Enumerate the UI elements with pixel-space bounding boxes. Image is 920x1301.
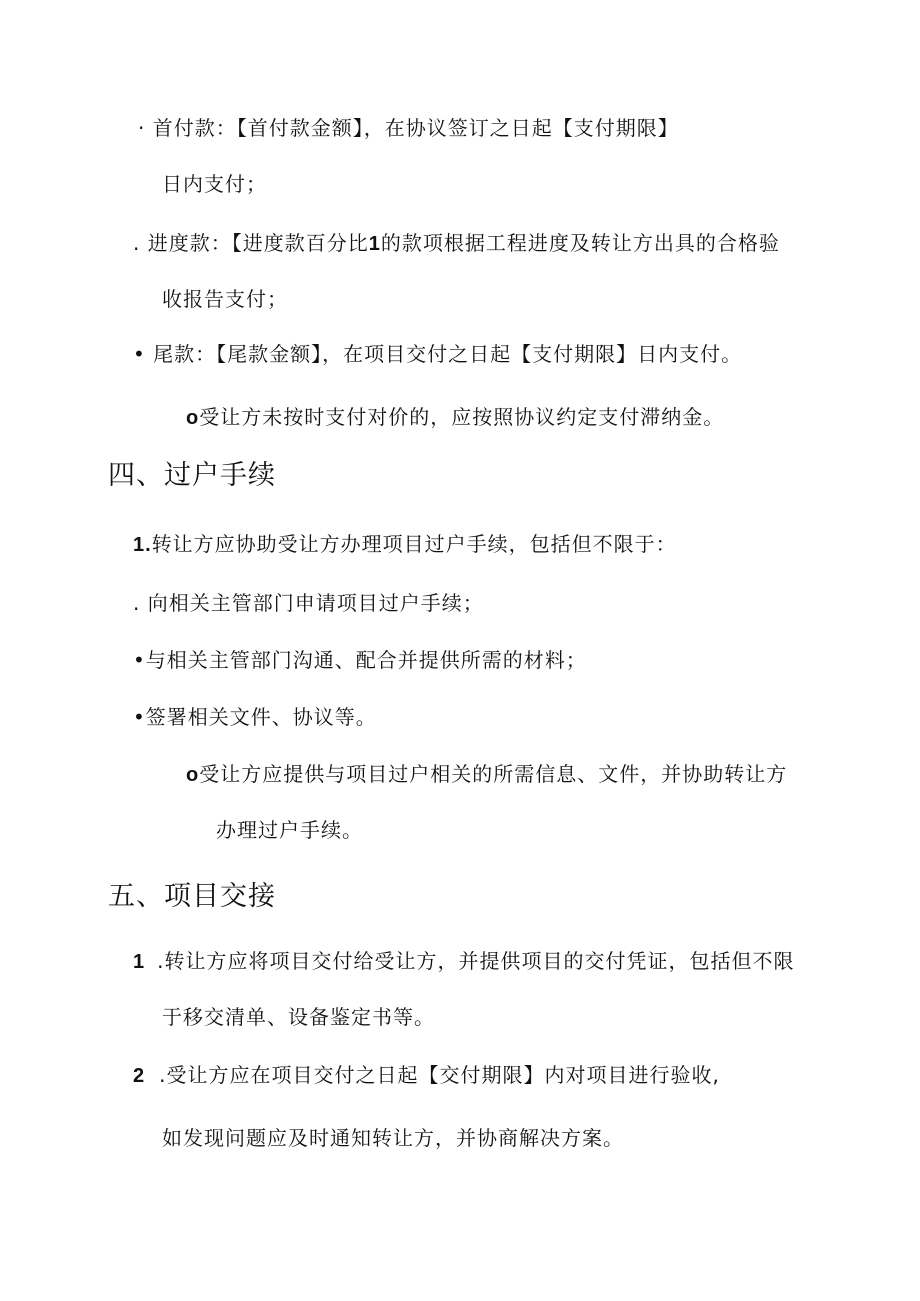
section-4-item-1-text: 转让方应协助受让方办理项目过户手续，包括但不限于： bbox=[151, 532, 677, 556]
section-4-note-continuation: 办理过户手续。 bbox=[216, 818, 363, 842]
section-5-item-1-line-2 bbox=[162, 1003, 435, 1031]
late-payment-text: 受让方未按时支付对价的，应按照协议约定支付滞纳金。 bbox=[199, 405, 725, 429]
section-4-bullet-1 bbox=[133, 589, 484, 617]
bullet-marker: · bbox=[138, 116, 146, 140]
section-5-item-2-line-2 bbox=[162, 1124, 624, 1152]
section-4-item-1 bbox=[133, 530, 677, 559]
sub-bullet-marker: o bbox=[186, 764, 200, 786]
section-4-bullet-2 bbox=[133, 646, 587, 674]
first-payment-text: 首付款：【首付款金额】，在协议签订之日起【支付期限】 bbox=[152, 116, 679, 140]
section-5-item-1-text: .转让方应将项目交付给受让方，并提供项目的交付凭证，包括但不限 bbox=[157, 949, 795, 973]
progress-payment-text-a: 进度款：【进度款百分比 bbox=[147, 231, 369, 255]
sub-bullet-marker: o bbox=[186, 407, 200, 429]
final-payment-text: 尾款：【尾款金额】，在项目交付之日起【支付期限】日内支付。 bbox=[153, 342, 743, 366]
bullet-text: 与相关主管部门沟通、配合并提供所需的材料； bbox=[145, 648, 587, 672]
bullet-marker: • bbox=[133, 705, 146, 729]
late-payment-note bbox=[186, 403, 724, 432]
bullet-marker: • bbox=[133, 648, 146, 672]
item-number: 1 bbox=[133, 951, 146, 973]
progress-payment-text-b: 的款项根据工程进度及转让方出具的合格验 bbox=[380, 231, 780, 255]
section-5-item-2-line-1 bbox=[133, 1061, 720, 1090]
section-5-item-1-continuation: 于移交清单、设备鉴定书等。 bbox=[162, 1005, 435, 1029]
final-payment-line bbox=[133, 340, 742, 368]
first-payment-line-1 bbox=[138, 114, 679, 142]
section-4-heading: 四、过户手续 bbox=[108, 460, 276, 491]
progress-payment-continuation: 收报告支付； bbox=[162, 287, 288, 311]
bullet-marker: . bbox=[133, 231, 141, 255]
bullet-text: 向相关主管部门申请项目过户手续； bbox=[147, 591, 484, 615]
section-5-item-2-text: .受让方应在项目交付之日起【交付期限】内对项目进行验收, bbox=[159, 1063, 720, 1087]
section-4-note-line-2 bbox=[216, 816, 363, 844]
progress-payment-number: 1 bbox=[368, 233, 381, 255]
first-payment-continuation: 日内支付； bbox=[162, 172, 267, 196]
bullet-text: 签署相关文件、协议等。 bbox=[145, 705, 377, 729]
section-5-item-2-continuation: 如发现问题应及时通知转让方，并协商解决方案。 bbox=[162, 1126, 624, 1150]
section-4-note-line-1 bbox=[186, 760, 787, 789]
item-number: 1. bbox=[133, 534, 152, 556]
item-number: 2 bbox=[133, 1065, 146, 1087]
first-payment-line-2 bbox=[162, 170, 267, 198]
progress-payment-line-2 bbox=[162, 285, 288, 313]
progress-payment-line-1 bbox=[133, 229, 780, 258]
section-4-bullet-3 bbox=[133, 703, 377, 731]
section-5-heading: 五、项目交接 bbox=[108, 881, 276, 912]
bullet-marker: . bbox=[133, 591, 141, 615]
bullet-marker: • bbox=[133, 342, 146, 366]
section-4-note-text: 受让方应提供与项目过户相关的所需信息、文件，并协助转让方 bbox=[199, 762, 788, 786]
section-5-item-1-line-1 bbox=[133, 947, 794, 976]
